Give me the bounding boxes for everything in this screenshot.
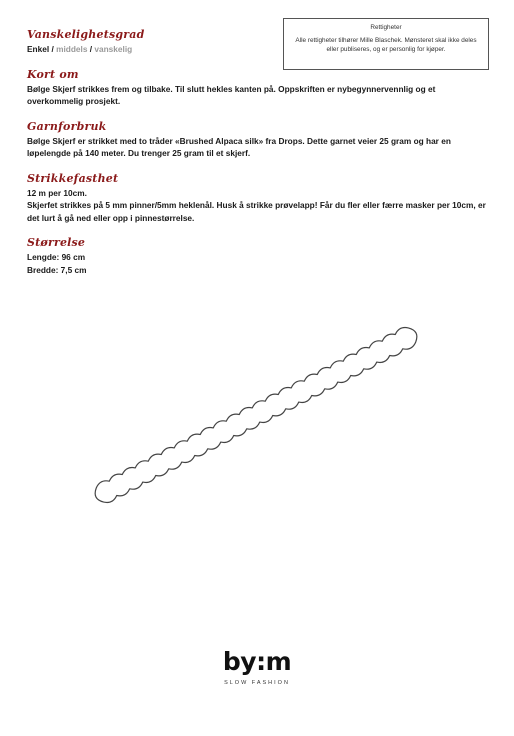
- gauge-heading: Strikkefasthet: [27, 171, 119, 185]
- size-heading: Størrelse: [27, 236, 86, 249]
- content: [27, 28, 489, 288]
- gauge-line-1: 12 m per 10cm.: [27, 187, 87, 198]
- difficulty-heading: Vanskelighetsgrad: [27, 28, 145, 41]
- gauge-line-2: Skjerfet strikkes på 5 mm pinner/5mm heklenål. Husk å strikke prøvelapp! Får du fler eller færre masker per 10cm, er det lurt å gå ned eller opp i pinnestørrelse.: [27, 200, 486, 223]
- rights-text: Alle rettigheter tilhører Mille Blaschek. Mønsteret skal ikke deles eller publiseres, og er personlig for kjøper.: [295, 37, 477, 53]
- difficulty-separator: /: [51, 44, 54, 54]
- size-length: Lengde: 96 cm: [27, 252, 86, 262]
- about-text: Bølge Skjerf strikkes frem og tilbake. Til slutt hekles kanten på. Oppskriften er nybegynnervennlig og et overkommelig prosjekt.: [27, 83, 436, 106]
- difficulty-levels: [27, 43, 489, 56]
- logo-wordmark: by:m: [222, 647, 292, 676]
- about-section: [27, 68, 489, 108]
- difficulty-section: [27, 28, 489, 56]
- yarn-section: [27, 120, 489, 160]
- difficulty-hard: vanskelig: [94, 44, 133, 54]
- brand-logo: [0, 648, 514, 686]
- rights-title: Rettigheter: [370, 24, 402, 31]
- size-width: Bredde: 7,5 cm: [27, 264, 87, 275]
- size-section: [27, 236, 489, 276]
- scarf-illustration: [90, 295, 430, 515]
- yarn-heading: Garnforbruk: [27, 119, 107, 133]
- gauge-section: [27, 172, 489, 225]
- about-heading: Kort om: [27, 67, 79, 81]
- difficulty-separator: /: [89, 44, 93, 54]
- logo-tagline: SLOW FASHION: [224, 680, 290, 686]
- scarf-outline: [95, 328, 417, 503]
- difficulty-medium: middels: [56, 44, 88, 54]
- difficulty-easy: Enkel: [27, 44, 50, 54]
- yarn-text: Bølge Skjerf er strikket med to tråder «Brushed Alpaca silk» fra Drops. Dette garnet veier 25 gram og har en løpelengde på 140 meter. Du trenger 25 gram til et skjerf.: [27, 135, 451, 158]
